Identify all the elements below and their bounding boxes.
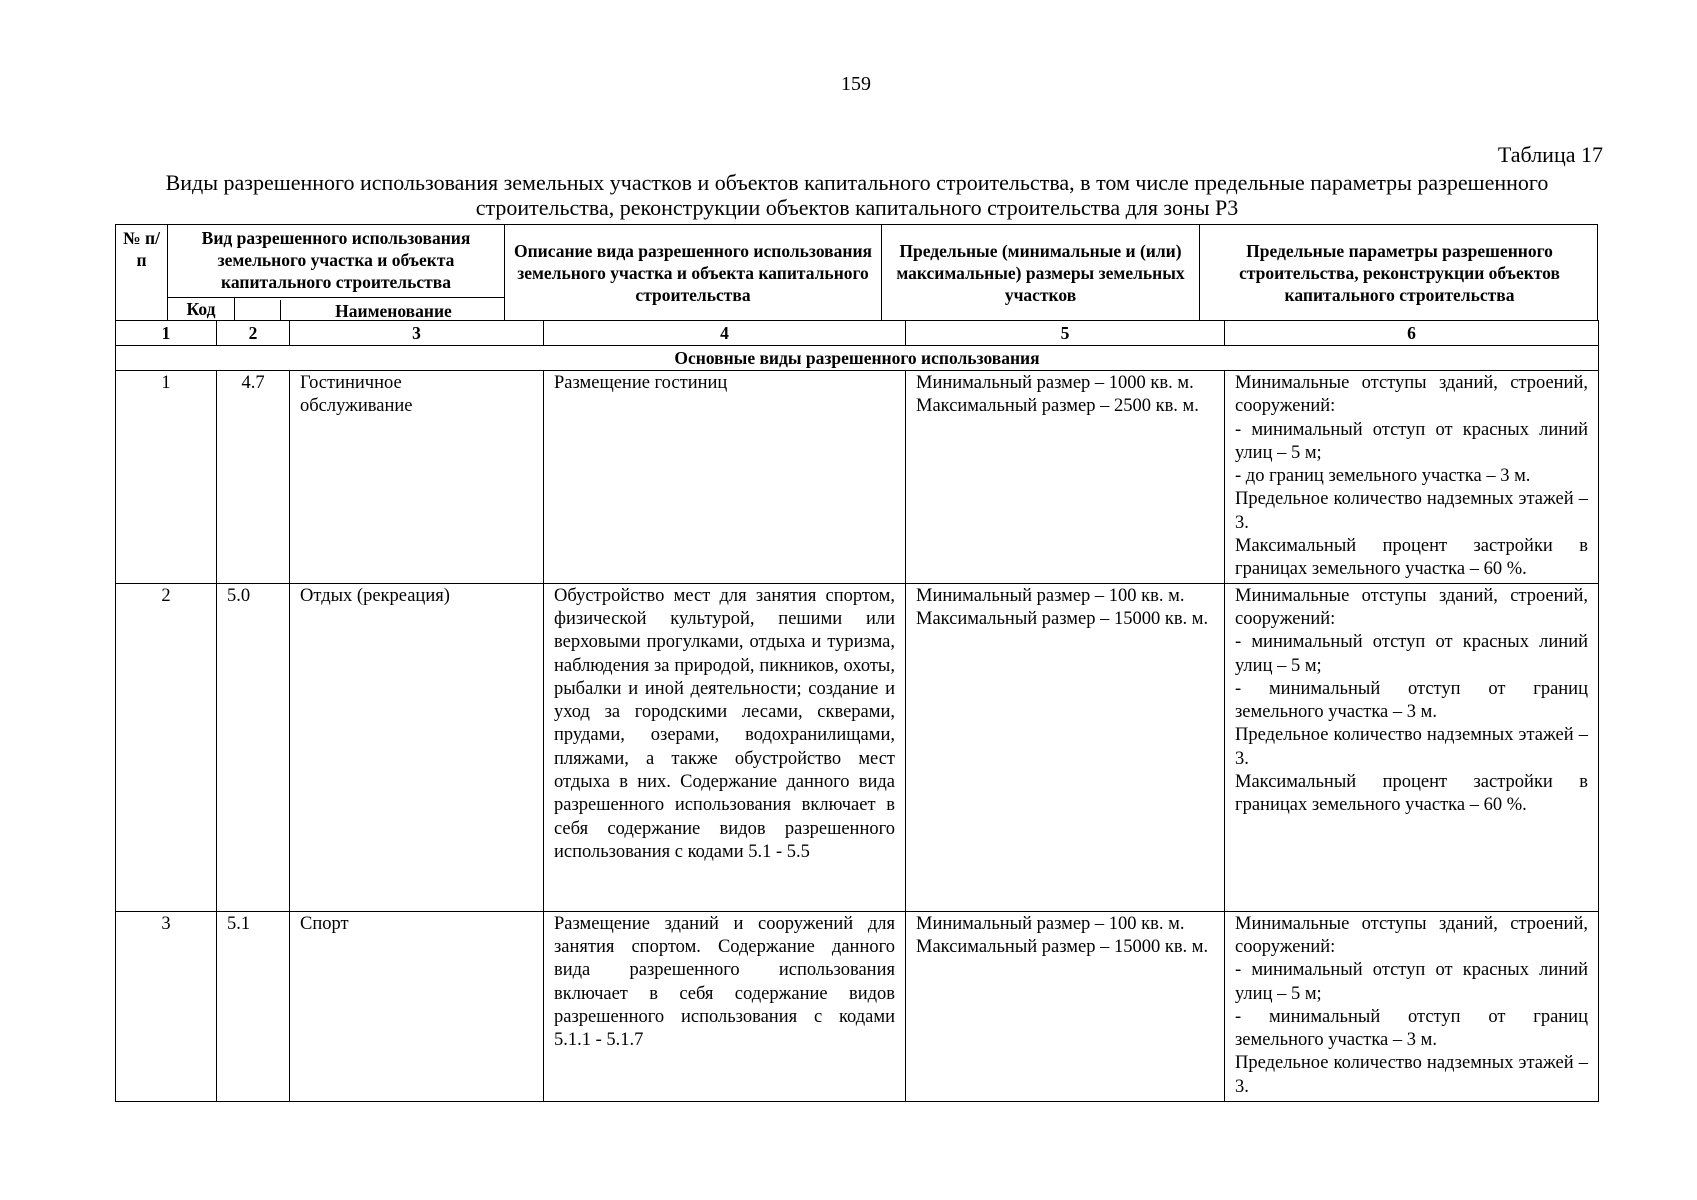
header-num-text: № п/п <box>123 228 160 270</box>
param-line: - минимальный отступ от границ земельного участка – 3 м. <box>1235 1006 1588 1051</box>
data-table <box>115 320 1599 1102</box>
row-size <box>906 583 1225 911</box>
page-number: 159 <box>841 73 871 95</box>
row-kod: 5.1 <box>217 911 290 1101</box>
header-opis <box>504 225 881 320</box>
param-line: Предельное количество надземных этажей – 3. <box>1235 489 1588 533</box>
size-line: Максимальный размер – 2500 кв. м. <box>916 396 1199 417</box>
param-line: Предельное количество надземных этажей – 3. <box>1235 725 1588 769</box>
column-numbers-row <box>116 321 1599 346</box>
row-params <box>1225 911 1599 1101</box>
row-desc: Обустройство мест для занятия спортом, физической культурой, пешими или верховыми прогулками, отдыха и туризма, наблюдения за природой, пикников, охоты, рыбалки и иной деятельности; создание и уход за городскими лесами, скверами, прудами, озерами, водохранилищами, пляжами, а также обустройство мест отдыха в них. Содержание данного вида разрешенного использования включает в себя содержание видов разрешенного использования с кодами 5.1 - 5.5 <box>544 583 906 911</box>
table-label: Таблица 17 <box>1497 142 1603 167</box>
row-num: 1 <box>116 371 217 584</box>
param-line: Максимальный процент застройки в границах земельного участка – 60 %. <box>1235 536 1588 580</box>
header-num <box>116 225 167 320</box>
param-line: - минимальный отступ от красных линий улиц – 5 м; <box>1235 632 1588 676</box>
size-line: Максимальный размер – 15000 кв. м. <box>916 936 1209 957</box>
row-size <box>906 371 1225 584</box>
header-opis-text: Описание вида разрешенного использования земельного участка и объекта капитального строительства <box>513 240 873 305</box>
param-line: Максимальный процент застройки в границах земельного участка – 60 %. <box>1235 772 1588 816</box>
param-line: - минимальный отступ от границ земельного участка – 3 м. <box>1235 678 1588 723</box>
table-row <box>116 911 1599 1101</box>
row-name: Гостиничное обслуживание <box>290 371 544 584</box>
section-row <box>116 346 1599 371</box>
column-number: 5 <box>906 321 1225 346</box>
header-vid <box>167 225 504 320</box>
param-line: Минимальные отступы зданий, строений, сооружений: <box>1235 585 1588 629</box>
row-params <box>1225 583 1599 911</box>
row-num: 3 <box>116 911 217 1101</box>
param-line: - минимальный отступ от красных линий улиц – 5 м; <box>1235 960 1588 1004</box>
param-line: - минимальный отступ от красных линий улиц – 5 м; <box>1235 419 1588 463</box>
row-kod: 5.0 <box>217 583 290 911</box>
size-line: Минимальный размер – 100 кв. м. <box>916 913 1185 934</box>
row-name: Спорт <box>290 911 544 1101</box>
column-number: 3 <box>290 321 544 346</box>
param-line: Минимальные отступы зданий, строений, сооружений: <box>1235 913 1588 957</box>
header-vid-text: Вид разрешенного использования земельного участка и объекта капитального строительства <box>201 228 471 292</box>
row-size <box>906 911 1225 1101</box>
header-param-text: Предельные параметры разрешенного строительства, реконструкции объектов капитального строительства <box>1239 240 1560 305</box>
header-razm-text: Предельные (минимальные и (или) максимальные) размеры земельных участков <box>896 240 1185 305</box>
row-num: 2 <box>116 583 217 911</box>
row-desc: Размещение зданий и сооружений для занятия спортом. Содержание данного вида разрешенного использования включает в себя содержание видов разрешенного использования с кодами 5.1.1 - 5.1.7 <box>544 911 906 1101</box>
section-title: Основные виды разрешенного использования <box>116 346 1599 371</box>
size-line: Минимальный размер – 1000 кв. м. <box>916 373 1194 393</box>
table-caption: Виды разрешенного использования земельных участков и объектов капитального строительства, в том числе предельные параметры разрешенного строительства, реконструкции объектов капитального строительства для зоны Р3 <box>165 170 1549 220</box>
param-line: Предельное количество надземных этажей – 3. <box>1235 1053 1588 1097</box>
table-row <box>116 583 1599 911</box>
column-number: 2 <box>217 321 290 346</box>
size-line: Максимальный размер – 15000 кв. м. <box>916 608 1209 629</box>
row-params <box>1225 371 1599 584</box>
param-line: Минимальные отступы зданий, строений, сооружений: <box>1235 373 1588 417</box>
header-kod: Код <box>168 298 235 320</box>
size-line: Минимальный размер – 100 кв. м. <box>916 585 1185 606</box>
header-naim: Наименование <box>280 300 506 320</box>
header-razm <box>881 225 1199 320</box>
column-number: 1 <box>116 321 217 346</box>
row-name: Отдых (рекреация) <box>290 583 544 911</box>
table-row <box>116 371 1599 584</box>
column-number: 4 <box>544 321 906 346</box>
header-param <box>1199 225 1599 320</box>
table-header <box>115 224 1598 321</box>
row-desc: Размещение гостиниц <box>544 371 906 584</box>
param-line: - до границ земельного участка – 3 м. <box>1235 466 1531 487</box>
row-kod: 4.7 <box>217 371 290 584</box>
column-number: 6 <box>1225 321 1599 346</box>
